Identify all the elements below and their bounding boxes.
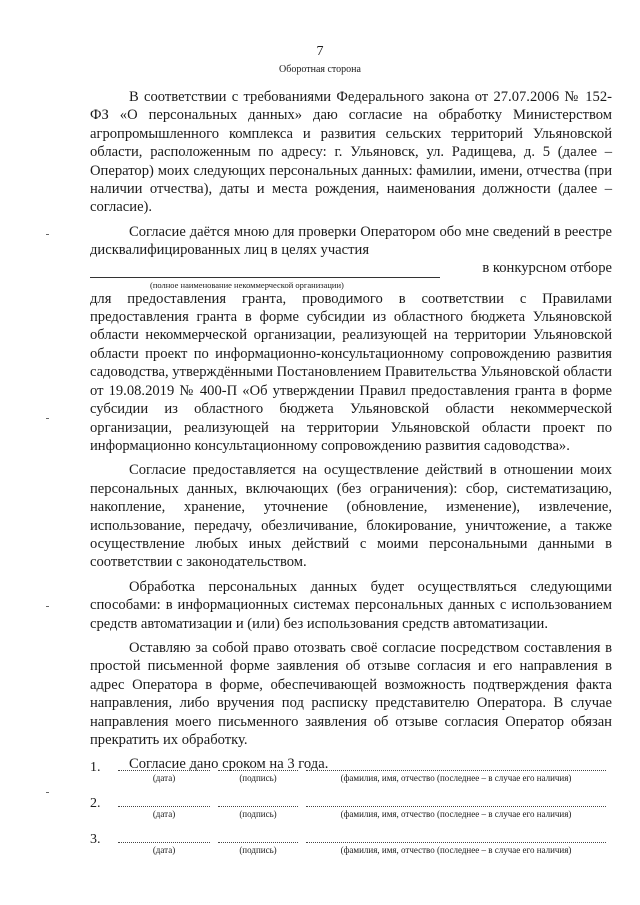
date-field[interactable] xyxy=(118,806,210,807)
signature-number: 3. xyxy=(90,832,101,847)
full-name-field[interactable] xyxy=(306,806,606,807)
margin-mark xyxy=(46,234,49,235)
page-subtitle: Оборотная сторона xyxy=(279,64,361,75)
organization-caption: (полное наименование некоммерческой организации) xyxy=(150,279,344,290)
full-name-caption: (фамилия, имя, отчество (последнее – в случае его наличия) xyxy=(340,773,572,783)
page-number: 7 xyxy=(316,44,324,59)
organization-line-row xyxy=(90,260,612,278)
margin-mark xyxy=(46,606,49,607)
signature-block xyxy=(90,760,610,868)
date-caption: (дата) xyxy=(152,845,176,855)
full-name-field[interactable] xyxy=(306,842,606,843)
margin-mark xyxy=(46,792,49,793)
signature-row xyxy=(90,832,610,868)
consent-text xyxy=(90,88,612,774)
signature-field[interactable] xyxy=(218,770,298,771)
date-caption: (дата) xyxy=(152,773,176,783)
paragraph-withdrawal: Оставляю за собой право отозвать своё согласие посредством составления в простой письменной форме заявления об отзыве согласия и его направления в адрес Оператора в форме, обеспечивающей возможность подтверждения факта направления, либо вручения под расписку представителю Оператора. В случае направления моего письменного заявления об отзыве согласия Оператор обязан прекратить их обработку. xyxy=(90,639,612,748)
full-name-caption: (фамилия, имя, отчество (последнее – в случае его наличия) xyxy=(340,845,572,855)
paragraph-methods: Обработка персональных данных будет осуществляться следующими способами: в информационных системах персональных данных с использованием средств автоматизации и (или) без использования средств автоматизации. xyxy=(90,578,612,632)
signature-field[interactable] xyxy=(218,806,298,807)
signature-number: 2. xyxy=(90,796,101,811)
paragraph-purpose-end: для предоставления гранта, проводимого в соответствии с Правилами предоставления гранта в форме субсидии из областного бюджета Ульяновской области некоммерческой организации, реализующей на территории Ульяновской области проект по информационно-консультационному сопровождению развития садоводства, утверждёнными Постановлением Правительства Ульяновской области от 19.08.2019 № 400-П «Об утверждении Правил предоставления гранта в форме субсидии из областного бюджета Ульяновской области некоммерческой организации, реализующей на территории Ульяновской области проект по информационно консультационному сопровождению развития садоводства». xyxy=(90,290,612,454)
date-field[interactable] xyxy=(118,842,210,843)
full-name-field[interactable] xyxy=(306,770,606,771)
signature-field[interactable] xyxy=(218,842,298,843)
paragraph-actions: Согласие предоставляется на осуществление действий в отношении моих персональных данных, включающих (без ограничения): сбор, систематизацию, накопление, хранение, уточнение (обновление, изменение), извлечение, использование, передачу, обезличивание, блокирование, уничтожение, а также осуществление любых иных действий с моими персональными данными в соответствии с законодательством. xyxy=(90,462,612,571)
signature-caption: (подпись) xyxy=(239,773,277,783)
competition-text: в конкурсном отборе xyxy=(482,260,612,277)
signature-number: 1. xyxy=(90,760,101,775)
signature-caption: (подпись) xyxy=(239,809,277,819)
date-caption: (дата) xyxy=(152,809,176,819)
signature-caption: (подпись) xyxy=(239,845,277,855)
signature-row xyxy=(90,760,610,796)
signature-row xyxy=(90,796,610,832)
margin-mark xyxy=(46,418,49,419)
full-name-caption: (фамилия, имя, отчество (последнее – в случае его наличия) xyxy=(340,809,572,819)
paragraph-legal-basis: В соответствии с требованиями Федерального закона от 27.07.2006 № 152-ФЗ «О персональных данных» даю согласие на обработку Министерством агропромышленного комплекса и развития сельских территорий Ульяновской области, расположенным по адресу: г. Ульяновск, ул. Радищева, д. 5 (далее – Оператор) моих следующих персональных данных: фамилии, имени, отчества (при наличии отчества), даты и места рождения, наименования должности (далее – согласие). xyxy=(90,89,612,216)
paragraph-purpose-start: Согласие даётся мною для проверки Оператором обо мне сведений в реестре дисквалифицированных лиц в целях участия xyxy=(90,223,612,259)
organization-name-field[interactable] xyxy=(90,263,440,278)
date-field[interactable] xyxy=(118,770,210,771)
paragraph-term: Согласие дано сроком на 3 года. xyxy=(129,756,329,773)
